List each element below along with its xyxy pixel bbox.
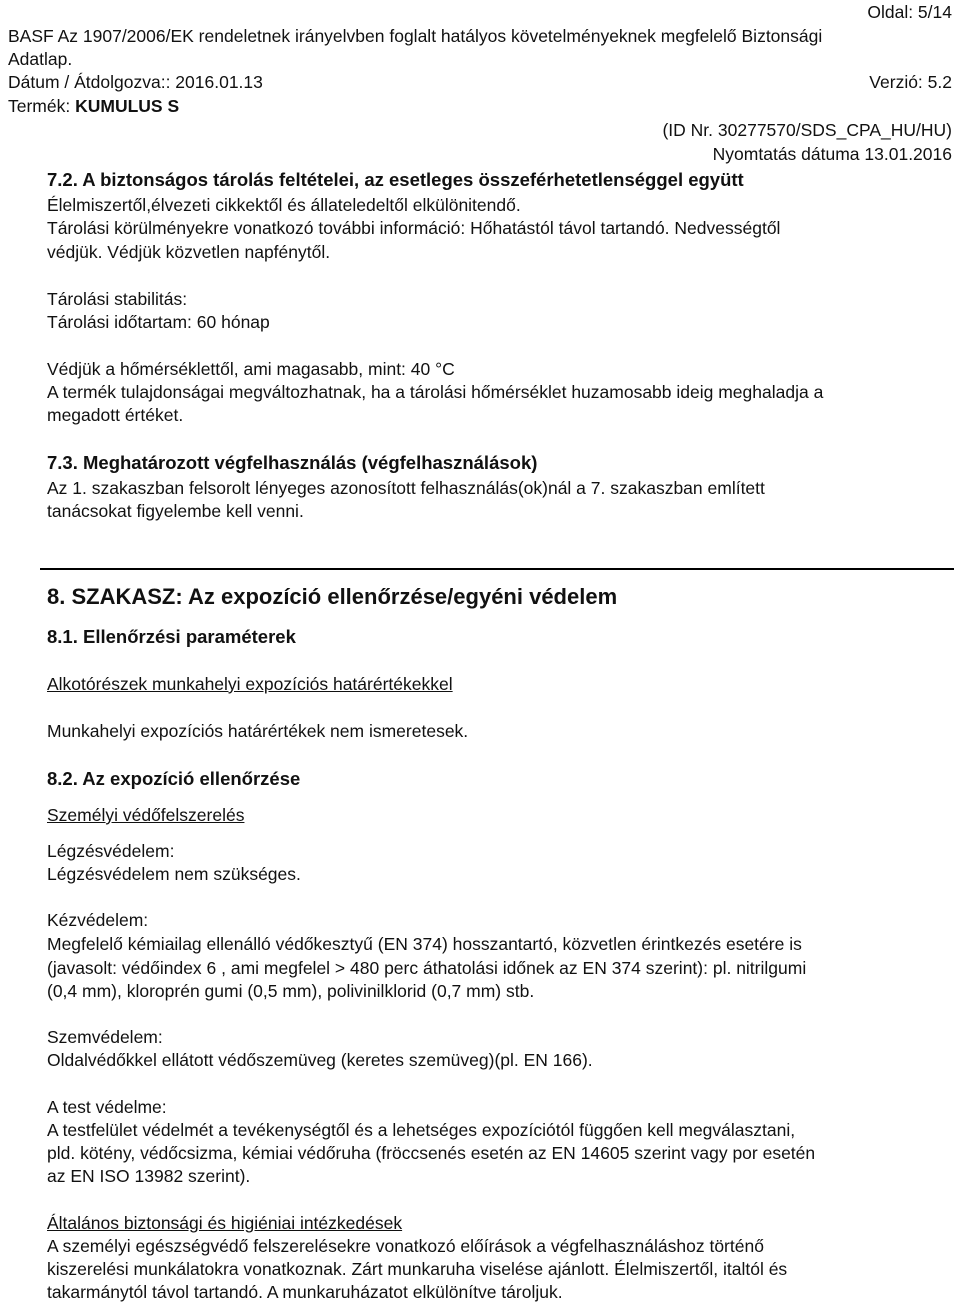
exposure-limits-subheading: Alkotórészek munkahelyi expozíciós határértékekkel (47, 674, 453, 694)
storage-stability-label: Tárolási stabilitás: (47, 289, 188, 309)
print-date: Nyomtatás dátuma 13.01.2016 (712, 144, 952, 164)
doc-title-line-1: BASF Az 1907/2006/EK rendeletnek irányelvben foglalt hatályos követelményeknek megfelelő Biztonsági (8, 26, 823, 46)
revision-date: Dátum / Átdolgozva:: 2016.01.13 (8, 72, 263, 92)
general-measures-subheading: Általános biztonsági és higiéniai intézkedések (47, 1213, 403, 1233)
eye-protection-text: Oldalvédőkkel ellátott védőszemüveg (keretes szemüveg)(pl. EN 166). (47, 1050, 593, 1070)
section-8-heading: 8. SZAKASZ: Az expozíció ellenőrzése/egyéni védelem (47, 584, 618, 609)
general-measures-2: kiszerelési munkálatokra vonatkoznak. Zárt munkaruha viselése ajánlott. Élelmiszertől, italtól és (47, 1259, 788, 1279)
version: Verzió: 5.2 (869, 72, 952, 92)
general-measures-1: A személyi egészségvédő felszerelésekre vonatkozó előírások a végfelhasználáshoz történő (47, 1236, 764, 1256)
body-protection-2: pld. kötény, védőcsizma, kémiai védőruha (fröccsenés esetén az EN 14605 szerint vagy por esetén (47, 1143, 816, 1163)
product-name: KUMULUS S (75, 96, 180, 116)
section-7-3-heading: 7.3. Meghatározott végfelhasználás (végfelhasználások) (47, 452, 538, 473)
s73-text-2: tanácsokat figyelembe kell venni. (47, 501, 304, 521)
section-7-2-heading: 7.2. A biztonságos tárolás feltételei, az esetleges összeférhetetlenséggel együtt (47, 169, 744, 190)
id-number: (ID Nr. 30277570/SDS_CPA_HU/HU) (662, 120, 952, 140)
section-8-1-heading: 8.1. Ellenőrzési paraméterek (47, 626, 296, 647)
hand-protection-label: Kézvédelem: (47, 910, 149, 930)
body-protection-3: az EN ISO 13982 szerint). (47, 1166, 251, 1186)
temperature-note-2: megadott értéket. (47, 405, 184, 425)
section-divider (40, 568, 954, 570)
body-protection-label: A test védelme: (47, 1097, 167, 1117)
eye-protection-label: Szemvédelem: (47, 1027, 163, 1047)
storage-temperature: Védjük a hőmérséklettől, ami magasabb, mint: 40 °C (47, 359, 455, 379)
hand-protection-1: Megfelelő kémiailag ellenálló védőkesztyű (EN 374) hosszantartó, közvetlen érintkezés esetére is (47, 934, 802, 954)
section-8-2-heading: 8.2. Az expozíció ellenőrzése (47, 768, 301, 789)
product (8, 96, 179, 117)
exposure-limits-text: Munkahelyi expozíciós határértékek nem ismeretesek. (47, 721, 469, 741)
respiratory-label: Légzésvédelem: (47, 841, 175, 861)
ppe-subheading: Személyi védőfelszerelés (47, 805, 245, 825)
s72-text-3: védjük. Védjük közvetlen napfénytől. (47, 242, 331, 262)
s73-text-1: Az 1. szakaszban felsorolt lényeges azonosított felhasználás(ok)nál a 7. szakaszban említett (47, 478, 765, 498)
hand-protection-2: (javasolt: védőindex 6 , ami megfelel > 480 perc áthatolási időnek az EN 374 szerint): pl. nitrilgumi (47, 958, 807, 978)
product-prefix: Termék: (8, 96, 76, 116)
general-measures-3: takarmánytól távol tartandó. A munkaruházatot elkülönítve tároljuk. (47, 1282, 563, 1302)
doc-title-line-2: Adatlap. (8, 49, 73, 69)
body-protection-1: A testfelület védelmét a tevékenységtől és a lehetséges expozíciótól függően kell megválasztani, (47, 1120, 796, 1140)
storage-duration: Tárolási időtartam: 60 hónap (47, 312, 270, 332)
temperature-note-1: A termék tulajdonságai megváltozhatnak, ha a tárolási hőmérséklet huzamosabb ideig meghaladja a (47, 382, 824, 402)
page-number: Oldal: 5/14 (867, 2, 952, 22)
s72-text-2: Tárolási körülményekre vonatkozó további információ: Hőhatástól távol tartandó. Nedvességtől (47, 218, 781, 238)
hand-protection-3: (0,4 mm), kloroprén gumi (0,5 mm), polivinilklorid (0,7 mm) stb. (47, 981, 535, 1001)
respiratory-text: Légzésvédelem nem szükséges. (47, 864, 301, 884)
s72-text-1: Élelmiszertől,élvezeti cikkektől és állateledeltől elkülönitendő. (47, 195, 521, 215)
